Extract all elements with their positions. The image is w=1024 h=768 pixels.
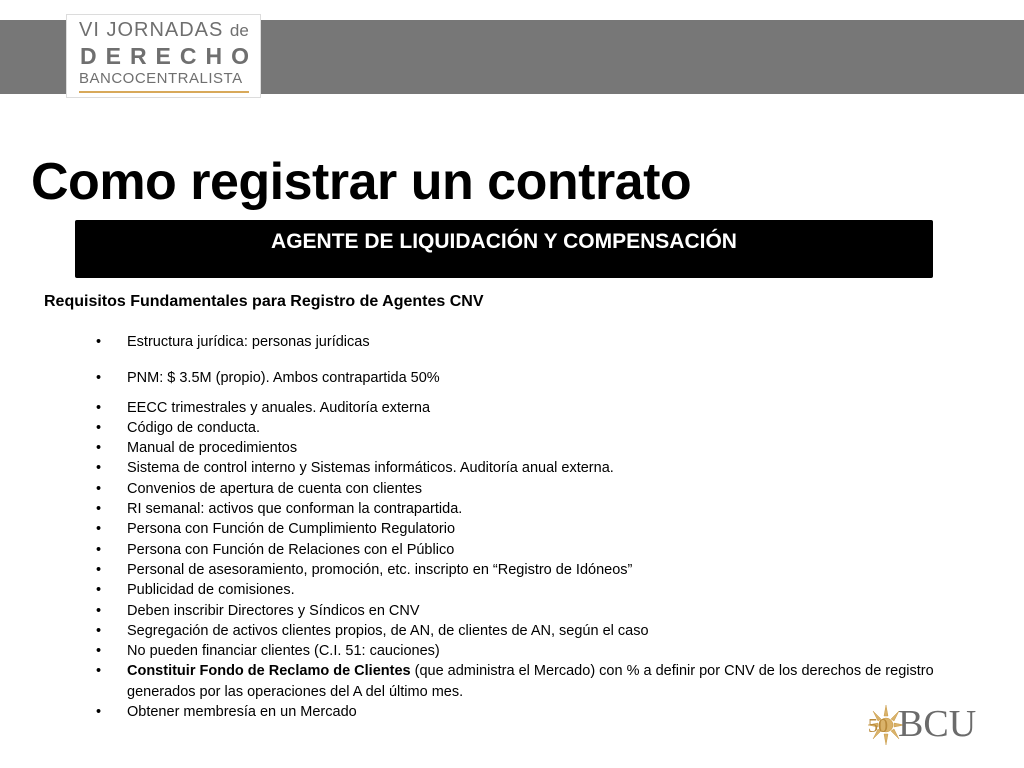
list-item-bold	[96, 661, 996, 702]
list-item-rest-text: (que administra el Mercado) con % a definir por CNV de los derechos de registro generados por las operaciones del A del último mes.	[127, 663, 934, 700]
banner-text: AGENTE DE LIQUIDACIÓN Y COMPENSACIÓN	[271, 230, 737, 253]
subtitle: Requisitos Fundamentales para Registro de Agentes CNV	[44, 293, 484, 310]
logo-rule	[79, 91, 249, 93]
list-item-bold-text: Constituir Fondo de Reclamo de Clientes	[127, 663, 411, 680]
event-logo	[66, 14, 261, 98]
logo-line-3: BANCOCENTRALISTA	[79, 70, 243, 87]
slide-title: Como registrar un contrato	[31, 153, 692, 211]
list-item: • Sistema de control interno y Sistemas informáticos. Auditoría anual externa.	[96, 458, 996, 478]
list-item: • EECC trimestrales y anuales. Auditoría externa	[96, 398, 996, 418]
list-item: • Convenios de apertura de cuenta con clientes	[96, 479, 996, 499]
logo-line-1-de: de	[229, 21, 249, 40]
bcu-logo	[864, 700, 1004, 750]
requirements-list	[96, 332, 996, 722]
list-item: • Persona con Función de Relaciones con el Público	[96, 540, 996, 560]
logo-line-1	[79, 19, 249, 42]
logo-line-1-main: VI JORNADAS	[79, 19, 224, 41]
list-item: • Publicidad de comisiones.	[96, 580, 996, 600]
list-item: • PNM: $ 3.5M (propio). Ambos contrapartida 50%	[96, 368, 996, 388]
bcu-text: BCU	[898, 703, 977, 745]
list-item: • No pueden financiar clientes (C.I. 51: cauciones)	[96, 641, 996, 661]
list-item: • Persona con Función de Cumplimiento Regulatorio	[96, 519, 996, 539]
list-item: • Personal de asesoramiento, promoción, etc. inscripto en “Registro de Idóneos”	[96, 560, 996, 580]
list-item: • Deben inscribir Directores y Síndicos en CNV	[96, 601, 996, 621]
list-item: • Manual de procedimientos	[96, 438, 996, 458]
logo-line-2: DERECHO	[80, 43, 259, 69]
list-item: • RI semanal: activos que conforman la contrapartida.	[96, 499, 996, 519]
list-item: • Código de conducta.	[96, 418, 996, 438]
anniversary-number: 50	[868, 715, 888, 737]
section-banner	[75, 220, 933, 278]
list-item: • Obtener membresía en un Mercado	[96, 702, 996, 722]
list-item: • Segregación de activos clientes propios, de AN, de clientes de AN, según el caso	[96, 621, 996, 641]
list-item: • Estructura jurídica: personas jurídicas	[96, 332, 996, 352]
